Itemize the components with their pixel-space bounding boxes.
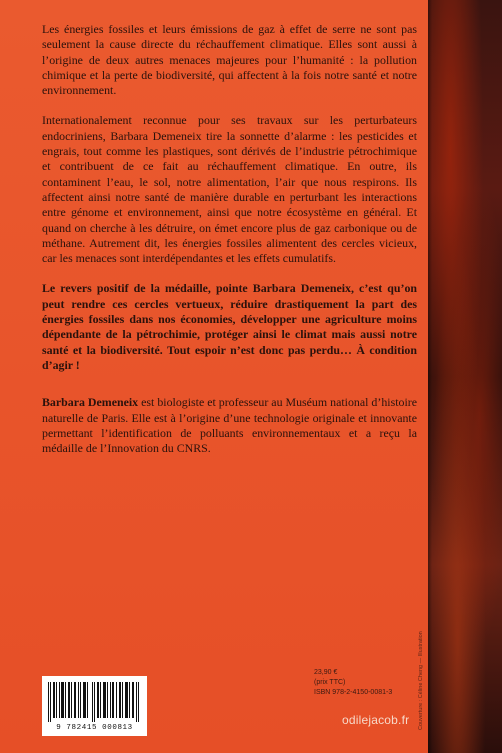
barcode (42, 676, 147, 736)
paragraph-context: Internationalement reconnue pour ses travaux sur les perturbateurs endocriniens, Barbara Demeneix tire la sonnette d’alarme : les pesticides et engrais, tout comme les plastiques, sont dérivés de l’industrie pétrochimique et contribuent de ce fait au réchauffement climatique. En outre, ils contaminent l’eau, le sol, notre alimentation, l’air que nous respirons. Ils affectent ainsi notre santé de manière durable en perturbant les interactions entre génome et environnement, ainsi que notre écosystème en général. Et quand on cherche à les détruire, on émet encore plus de gaz carbonique ou de méthane. Autrement dit, les énergies fossiles alimentent des cercles vicieux, car les menaces sont interdépendantes et les effets cumulatifs. (42, 113, 417, 266)
author-bio-text: est biologiste et professeur au Muséum national d’histoire naturelle de Paris. Elle est à l’origine d’une technologie originale et innovante permettant l’identification de polluants environnementaux et a reçu la médaille de l’Innovation du CNRS. (42, 395, 417, 456)
cover-artwork-strip (428, 0, 502, 753)
back-cover-text (42, 22, 417, 471)
cover-credit: Couverture : Céline Cheng — Illustration (418, 631, 424, 730)
author-bio (42, 395, 417, 456)
barcode-number: 9 782415 000813 (56, 724, 133, 732)
price-block (314, 668, 392, 698)
publisher-website[interactable]: odilejacob.fr (342, 713, 410, 727)
paragraph-intro: Les énergies fossiles et leurs émissions de gaz à effet de serre ne sont pas seulement la cause directe du réchauffement climatique. Elles sont aussi à l’origine de deux autres menaces majeures pour l’humanité : la pollution chimique et la perte de biodiversité, qui affectent à la fois notre santé et notre environnement. (42, 22, 417, 98)
isbn: ISBN 978-2-4150-0081-3 (314, 689, 393, 696)
price-note: (prix TTC) (314, 679, 346, 686)
price: 23,90 € (314, 669, 338, 676)
paragraph-highlight: Le revers positif de la médaille, pointe Barbara Demeneix, c’est qu’on peut rendre ces cercles vertueux, réduire drastiquement la part des énergies fossiles dans nos économies, développer une agriculture moins dépendante de la pétrochimie, protéger ainsi le climat mais aussi notre santé et la biodiversité. Tout espoir n’est donc pas perdu… À condition d’agir ! (42, 281, 417, 372)
author-name: Barbara Demeneix (42, 395, 139, 410)
barcode-bars (48, 682, 141, 722)
